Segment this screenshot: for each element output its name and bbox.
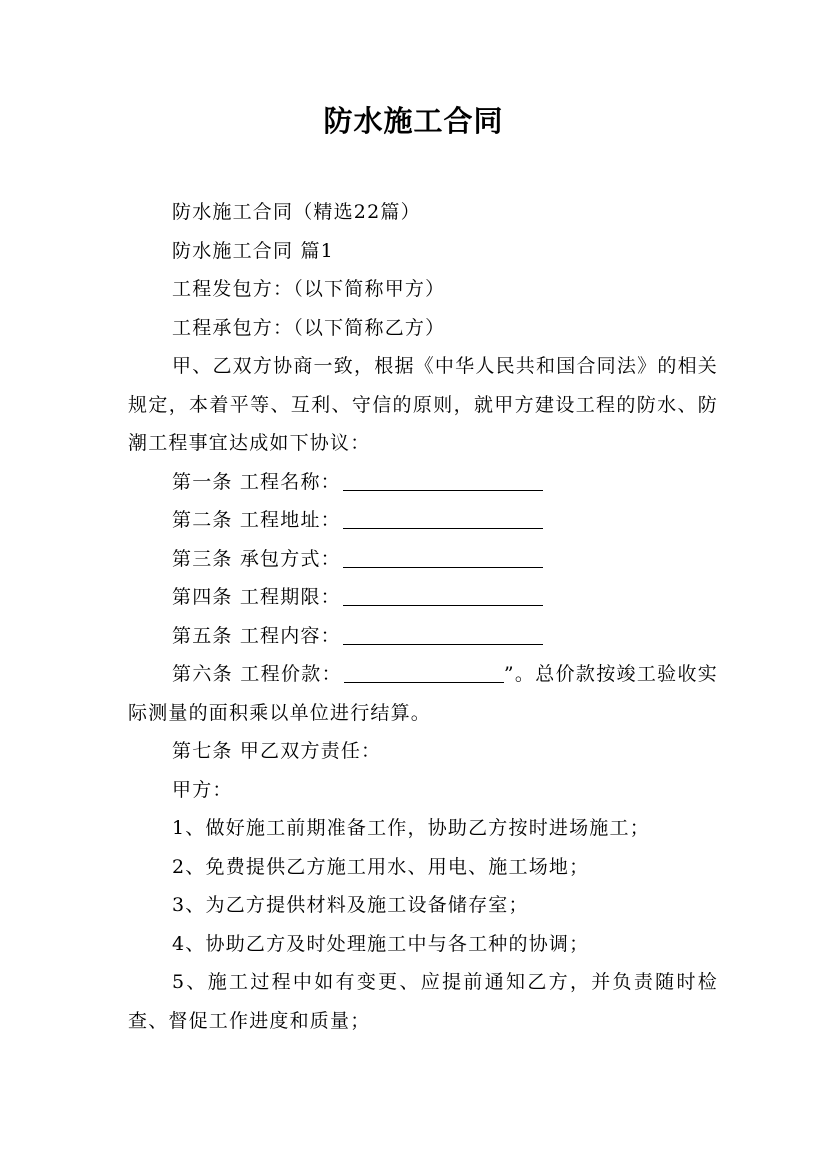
document-body	[128, 193, 718, 1040]
article-2	[128, 501, 718, 540]
list-item-2: 2、免费提供乙方施工用水、用电、施工场地；	[172, 855, 590, 878]
party-b-line: 工程承包方：（以下简称乙方）	[172, 316, 446, 339]
article-6	[128, 655, 718, 732]
article-5	[128, 617, 718, 656]
article-5-blank	[343, 643, 543, 645]
intro-paragraph: 甲、乙双方协商一致，根据《中华人民共和国合同法》的相关规定，本着平等、互利、守信的原则，就甲方建设工程的防水、防潮工程事宜达成如下协议：	[128, 355, 718, 454]
article-7: 第七条 甲乙双方责任：	[172, 740, 382, 762]
article-2-label: 第二条 工程地址：	[172, 509, 341, 531]
article-6-label: 第六条 工程价款：	[172, 663, 342, 685]
article-2-blank	[343, 527, 543, 529]
document-title: 防水施工合同	[323, 104, 504, 138]
article-3	[128, 540, 718, 579]
article-4	[128, 578, 718, 617]
party-a-heading: 甲方：	[172, 778, 233, 801]
list-item-3: 3、为乙方提供材料及施工设备储存室；	[172, 894, 529, 916]
article-1-blank	[343, 489, 543, 491]
list-item-4: 4、协助乙方及时处理施工中与各工种的协调；	[172, 932, 590, 955]
article-6-rest: ”。总价款按竣工验收实际测量的面积乘以单位进行结算。	[128, 663, 718, 724]
section-heading: 防水施工合同 篇1	[172, 239, 334, 262]
subtitle-line: 防水施工合同（精选22篇）	[172, 201, 421, 223]
article-1	[128, 463, 718, 502]
article-5-label: 第五条 工程内容：	[172, 624, 341, 647]
article-3-blank	[343, 566, 543, 568]
article-3-label: 第三条 承包方式：	[172, 547, 341, 570]
article-4-label: 第四条 工程期限：	[172, 586, 341, 608]
list-item-5: 5、施工过程中如有变更、应提前通知乙方，并负责随时检查、督促工作进度和质量；	[128, 971, 718, 1032]
party-a-line: 工程发包方：（以下简称甲方）	[172, 278, 446, 300]
list-item-1: 1、做好施工前期准备工作，协助乙方按时进场施工；	[172, 817, 650, 839]
article-4-blank	[343, 604, 543, 606]
article-6-blank	[344, 681, 504, 683]
article-1-label: 第一条 工程名称：	[172, 470, 341, 493]
